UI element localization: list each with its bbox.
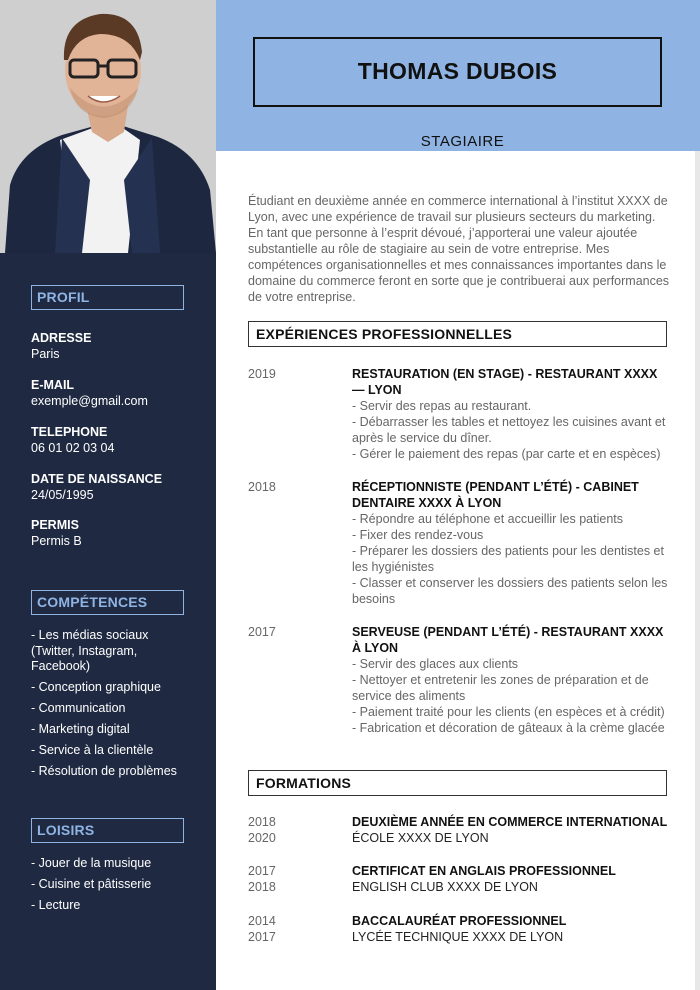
list-item: - Conception graphique: [31, 680, 161, 694]
job-title: STAGIAIRE: [402, 133, 523, 150]
entry-title: RESTAURATION (EN STAGE) - RESTAURANT XXXX — LYON: [352, 367, 658, 397]
list-item: - Les médias sociaux (Twitter, Instagram, Facebook): [31, 628, 149, 673]
entry-title: CERTIFICAT EN ANGLAIS PROFESSIONNEL: [352, 864, 616, 878]
email-value: exemple@gmail.com: [31, 394, 148, 408]
summary-text: Étudiant en deuxième année en commerce international à l’institut XXXX de Lyon, avec une expérience de travail sur plusieurs secteurs du marketing. En tant que personne à l’esprit dévoué, j’apporterai une valeur ajoutée substantielle au rôle de stagiaire au sein de votre entreprise. Mes compétences organisationnelles et mes connaissances importantes dans le domaine du commerce feront en sorte que je contribuerai aux performances de votre entreprise.: [248, 194, 670, 304]
profile-field-phone: [31, 424, 186, 456]
profile-photo: [0, 0, 216, 253]
list-item: - Cuisine et pâtisserie: [31, 877, 152, 891]
entry-title: BACCALAURÉAT PROFESSIONNEL: [352, 914, 567, 928]
list-item: - Résolution de problèmes: [31, 764, 177, 778]
skills-list: [31, 628, 186, 785]
entry-school: LYCÉE TECHNIQUE XXXX DE LYON: [352, 930, 564, 944]
entry-school: ENGLISH CLUB XXXX DE LYON: [352, 880, 538, 894]
entry-end-year: 2020: [248, 831, 276, 845]
list-item: - Classer et conserver les dossiers des patients selon les besoins: [352, 576, 668, 606]
entry-title: RÉCEPTIONNISTE (PENDANT L’ÉTÉ) - CABINET DENTAIRE XXXX À LYON: [352, 480, 639, 510]
address-value: Paris: [31, 347, 60, 361]
entry-detail: [352, 863, 668, 895]
entry-title: DEUXIÈME ANNÉE EN COMMERCE INTERNATIONAL: [352, 815, 668, 829]
candidate-name: THOMAS DUBOIS: [357, 58, 558, 84]
phone-label: TELEPHONE: [31, 425, 108, 439]
birthdate-value: 24/05/1995: [31, 488, 94, 502]
phone-value: 06 01 02 03 04: [31, 441, 115, 455]
entry-detail: [352, 814, 668, 846]
entry-bullets: [352, 511, 668, 607]
entry-years: [248, 863, 276, 895]
skills-heading: COMPÉTENCES: [31, 590, 184, 615]
entry-start-year: 2014: [248, 914, 276, 928]
entry-years: [248, 913, 276, 945]
list-item: - Préparer les dossiers des patients pour les dentistes et les hygiénistes: [352, 544, 664, 574]
profile-field-email: [31, 377, 186, 409]
license-value: Permis B: [31, 534, 82, 548]
entry-year: 2018: [248, 480, 276, 494]
entry-end-year: 2017: [248, 930, 276, 944]
profile-heading: PROFIL: [31, 285, 184, 310]
list-item: - Lecture: [31, 898, 81, 912]
entry-start-year: 2018: [248, 815, 276, 829]
profile-field-license: [31, 517, 186, 549]
entry-year: 2019: [248, 367, 276, 381]
list-item: - Service à la clientèle: [31, 743, 154, 757]
entry-years: [248, 814, 276, 846]
skills-section: [31, 590, 186, 615]
profile-field-birthdate: [31, 471, 186, 503]
list-item: - Nettoyer et entretenir les zones de préparation et de service des aliments: [352, 673, 649, 703]
hobbies-section: [31, 818, 186, 843]
entry-detail: [352, 479, 668, 607]
profile-field-address: [31, 330, 186, 362]
list-item: - Paiement traité pour les clients (en espèces et à crédit): [352, 705, 665, 719]
hobbies-list: [31, 856, 186, 919]
entry-school: ÉCOLE XXXX DE LYON: [352, 831, 489, 845]
list-item: - Communication: [31, 701, 126, 715]
list-item: - Marketing digital: [31, 722, 130, 736]
email-label: E-MAIL: [31, 378, 75, 392]
entry-detail: [352, 624, 668, 736]
entry-year: 2017: [248, 625, 276, 639]
list-item: - Servir des glaces aux clients: [352, 657, 519, 671]
sidebar: [0, 0, 216, 990]
education-heading: FORMATIONS: [248, 770, 667, 796]
page-edge: [695, 151, 700, 990]
list-item: - Répondre au téléphone et accueillir les patients: [352, 512, 624, 526]
entry-start-year: 2017: [248, 864, 276, 878]
license-label: PERMIS: [31, 518, 79, 532]
profile-section: [31, 285, 186, 310]
entry-bullets: [352, 398, 668, 462]
list-item: - Gérer le paiement des repas (par carte et en espèces): [352, 447, 661, 461]
entry-end-year: 2018: [248, 880, 276, 894]
name-box: [253, 37, 662, 150]
entry-bullets: [352, 656, 668, 736]
list-item: - Fixer des rendez-vous: [352, 528, 484, 542]
birthdate-label: DATE DE NAISSANCE: [31, 472, 163, 486]
hobbies-heading: LOISIRS: [31, 818, 184, 843]
list-item: - Débarrasser les tables et nettoyez les cuisines avant et après le service du dîner.: [352, 415, 666, 445]
entry-detail: [352, 913, 668, 945]
list-item: - Jouer de la musique: [31, 856, 152, 870]
entry-title: SERVEUSE (PENDANT L’ÉTÉ) - RESTAURANT XXXX À LYON: [352, 625, 664, 655]
entry-detail: [352, 366, 668, 462]
list-item: - Servir des repas au restaurant.: [352, 399, 532, 413]
address-label: ADRESSE: [31, 331, 92, 345]
experience-heading: EXPÉRIENCES PROFESSIONNELLES: [248, 321, 667, 347]
list-item: - Fabrication et décoration de gâteaux à la crème glacée: [352, 721, 665, 735]
